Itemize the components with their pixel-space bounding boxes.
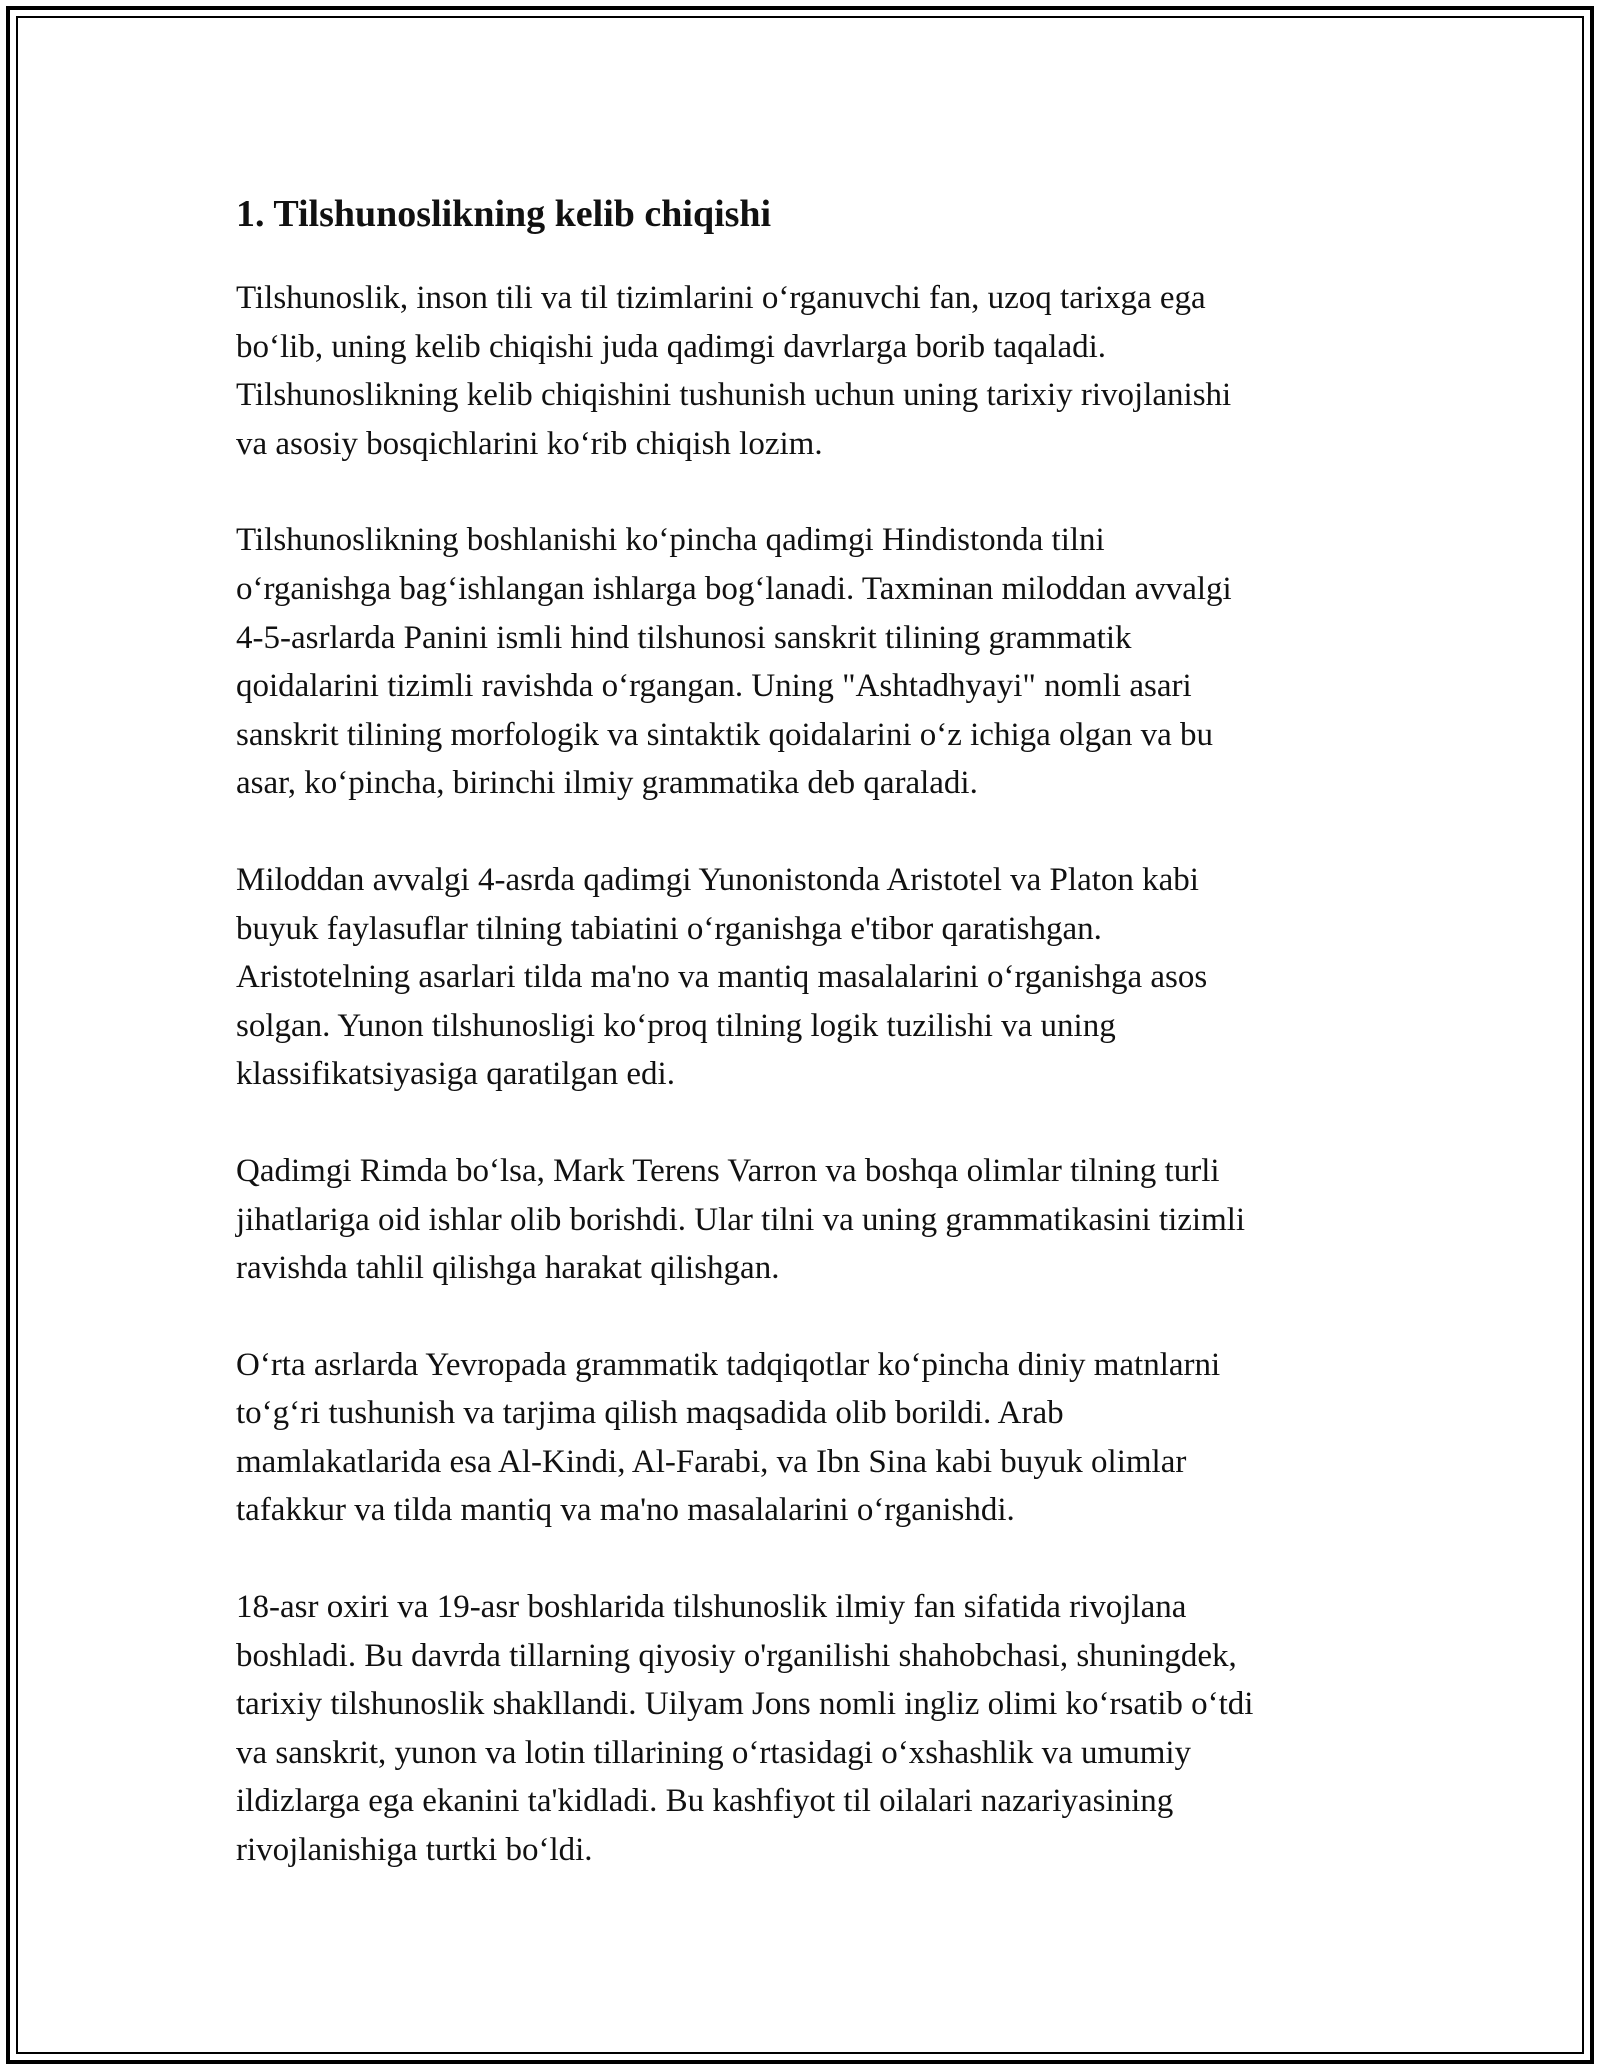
paragraph-ancient-greece: [236, 856, 1396, 1099]
paragraph-line: Tilshunoslikning boshlanishi ko‘pincha qadimgi Hindistonda tilni: [236, 522, 1105, 559]
paragraph-line: mamlakatlarida esa Al-Kindi, Al-Farabi, va Ibn Sina kabi buyuk olimlar: [236, 1443, 1187, 1480]
paragraph-middle-ages: [236, 1341, 1396, 1535]
paragraph-line: to‘g‘ri tushunish va tarjima qilish maqsadida olib borildi. Arab: [236, 1395, 1064, 1432]
paragraph-line: tafakkur va tilda mantiq va ma'no masalalarini o‘rganishdi.: [236, 1492, 1015, 1529]
paragraph-line: klassifikatsiyasiga qaratilgan edi.: [236, 1056, 675, 1093]
paragraph-line: Tilshunoslikning kelib chiqishini tushunish uchun uning tarixiy rivojlanishi: [236, 377, 1232, 414]
document-body: [236, 184, 1396, 1923]
paragraph-line: o‘rganishga bag‘ishlangan ishlarga bog‘lanadi. Taxminan miloddan avvalgi: [236, 570, 1232, 607]
paragraph-line: O‘rta asrlarda Yevropada grammatik tadqiqotlar ko‘pincha diniy matnlarni: [236, 1346, 1221, 1383]
paragraph-line: jihatlariga oid ishlar olib borishdi. Ular tilni va uning grammatikasini tizimli: [236, 1201, 1246, 1238]
paragraph-line: ildizlarga ega ekanini ta'kidladi. Bu kashfiyot til oilalari nazariyasining: [236, 1783, 1174, 1820]
paragraph-line: sanskrit tilining morfologik va sintaktik qoidalarini o‘z ichiga olgan va bu: [236, 716, 1213, 753]
paragraph-line: va sanskrit, yunon va lotin tillarining o‘rtasidagi o‘xshashlik va umumiy: [236, 1734, 1192, 1771]
paragraph-ancient-india: [236, 516, 1396, 808]
paragraph-line: Tilshunoslik, inson tili va til tizimlarini o‘rganuvchi fan, uzoq tarixga ega: [236, 280, 1206, 316]
paragraph-line: ravishda tahlil qilishga harakat qilishgan.: [236, 1250, 780, 1287]
paragraph-line: buyuk faylasuflar tilning tabiatini o‘rganishga e'tibor qaratishgan.: [236, 910, 1102, 947]
section-heading: 1. Tilshunoslikning kelib chiqishi: [236, 193, 772, 235]
paragraph-line: Miloddan avvalgi 4-asrda qadimgi Yunonistonda Aristotel va Platon kabi: [236, 861, 1199, 898]
paragraph-line: solgan. Yunon tilshunosligi ko‘proq tilning logik tuzilishi va uning: [236, 1007, 1116, 1044]
paragraph-line: 18-asr oxiri va 19-asr boshlarida tilshunoslik ilmiy fan sifatida rivojlana: [236, 1589, 1187, 1626]
paragraph-line: bo‘lib, uning kelib chiqishi juda qadimgi davrlarga borib taqaladi.: [236, 328, 1107, 365]
paragraph-line: boshladi. Bu davrda tillarning qiyosiy o'rganilishi shahobchasi, shuningdek,: [236, 1637, 1237, 1674]
paragraph-introduction: [236, 274, 1396, 468]
paragraph-line: rivojlanishiga turtki bo‘ldi.: [236, 1832, 593, 1869]
paragraph-line: asar, ko‘pincha, birinchi ilmiy grammatika deb qaraladi.: [236, 765, 978, 802]
paragraph-line: Aristotelning asarlari tilda ma'no va mantiq masalalarini o‘rganishga asos: [236, 959, 1208, 996]
paragraph-ancient-rome: [236, 1147, 1396, 1293]
paragraph-line: va asosiy bosqichlarini ko‘rib chiqish lozim.: [236, 425, 823, 462]
paragraph-line: qoidalarini tizimli ravishda o‘rgangan. Uning "Ashtadhyayi" nomli asari: [236, 668, 1192, 705]
paragraph-line: tarixiy tilshunoslik shakllandi. Uilyam Jons nomli ingliz olimi ko‘rsatib o‘tdi: [236, 1686, 1254, 1723]
paragraph-line: Qadimgi Rimda bo‘lsa, Mark Terens Varron va boshqa olimlar tilning turli: [236, 1152, 1220, 1189]
paragraph-modern-linguistics: [236, 1583, 1396, 1875]
paragraph-line: 4-5-asrlarda Panini ismli hind tilshunosi sanskrit tilining grammatik: [236, 619, 1132, 656]
